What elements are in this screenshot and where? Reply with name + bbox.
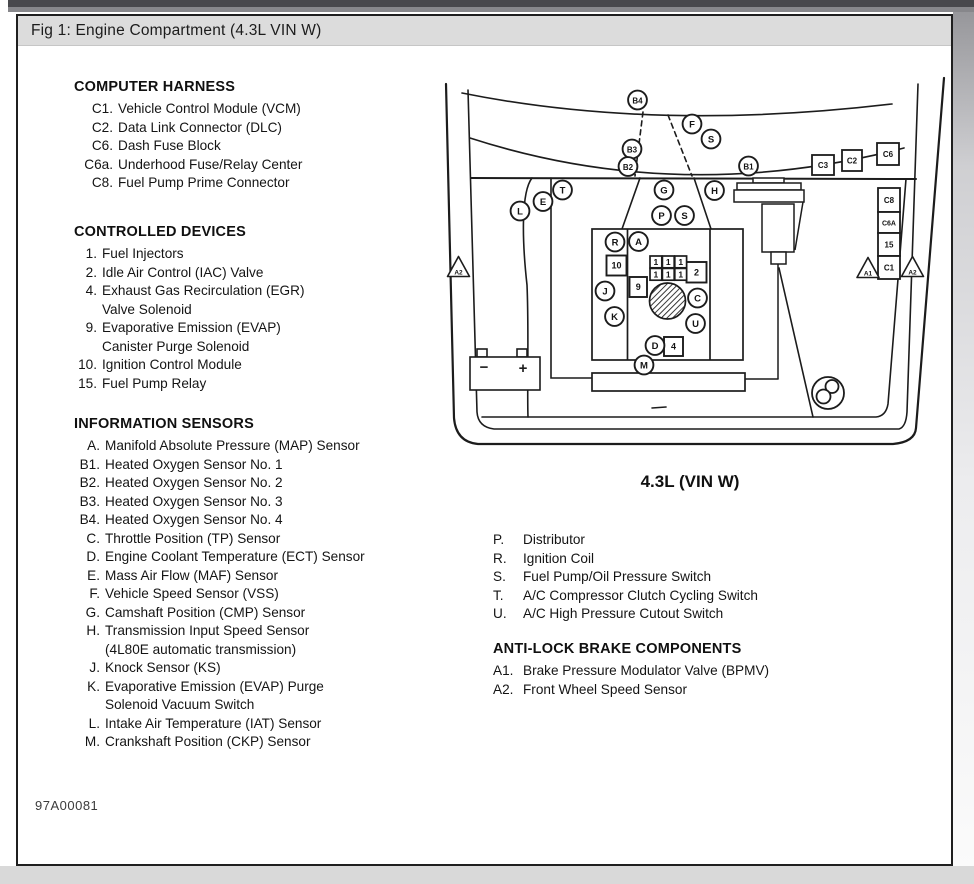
marker-label: 1 [678, 256, 684, 267]
legend-item-text: Vehicle Speed Sensor (VSS) [105, 586, 279, 601]
circle-marker-u [686, 314, 705, 333]
marker-label: 9 [635, 282, 641, 293]
legend-item-text: A/C Compressor Clutch Cycling Switch [523, 587, 758, 603]
legend-item-key: E. [87, 567, 100, 583]
legend-item-key: M. [84, 734, 100, 749]
marker-label: F [689, 119, 695, 131]
legend-item [493, 605, 758, 624]
legend-item [62, 474, 365, 493]
legend-item [62, 100, 302, 119]
legend-item [493, 587, 758, 606]
marker-label: T [559, 185, 566, 197]
circle-marker-b1 [739, 157, 758, 176]
marker-label: E [539, 196, 547, 208]
connector-box-15 [878, 233, 900, 256]
marker-label: D [651, 340, 659, 352]
legend-item-key: B1. [79, 456, 100, 472]
legend-item-text: Fuel Pump/Oil Pressure Switch [523, 569, 712, 584]
marker-label: 1 [678, 269, 684, 280]
section-heading: ANTI-LOCK BRAKE COMPONENTS [493, 641, 742, 657]
connector-box-c1 [878, 256, 900, 279]
circle-marker-f [683, 115, 702, 134]
legend-item [62, 733, 365, 752]
marker-label: H [711, 185, 718, 197]
legend-item-text: Distributor [523, 532, 585, 547]
legend-item-key: L. [88, 715, 100, 731]
booster-base [771, 252, 786, 264]
marker-label: C1 [883, 263, 895, 273]
legend-item-key: C6a. [84, 156, 113, 172]
battery-minus-sign: − [479, 359, 489, 376]
diagram-caption: 4.3L (VIN W) [640, 472, 740, 491]
legend-item-text: Mass Air Flow (MAF) Sensor [105, 567, 278, 583]
legend-item-text: Fuel Injectors [102, 246, 184, 261]
legend-item [62, 622, 365, 659]
circle-marker-b2 [619, 157, 638, 176]
engine-square-4 [664, 337, 683, 356]
legend-item [62, 511, 365, 530]
legend-item-key: 4. [85, 283, 97, 298]
legend-item-text: Brake Pressure Modulator Valve (BPMV) [523, 663, 770, 678]
legend-item-text: Data Link Connector (DLC) [118, 119, 282, 135]
connector-box-c2 [842, 150, 862, 171]
legend-item-text: Transmission Input Speed Sensor (4L80E automatic transmission) [105, 623, 310, 657]
legend-item-key: B2. [79, 475, 100, 490]
legend-item-text: Fuel Pump Prime Connector [118, 175, 290, 190]
legend-item-text: Heated Oxygen Sensor No. 2 [105, 475, 283, 490]
legend-item [493, 550, 758, 569]
legend-item [62, 530, 365, 549]
legend-item-text: Crankshaft Position (CKP) Sensor [105, 734, 311, 749]
marker-label: C6A [881, 220, 897, 228]
circle-marker-m [635, 356, 654, 375]
legend-section-computer-harness [62, 79, 302, 193]
diagonal-brace [779, 268, 813, 417]
engine-square-9 [630, 277, 648, 297]
marker-label: B4 [632, 96, 643, 106]
legend-item-key: F. [89, 586, 100, 601]
marker-label: C2 [846, 156, 858, 166]
marker-label: C3 [817, 161, 829, 170]
legend-item-text: Ignition Control Module [102, 357, 242, 372]
fan-line-left [622, 178, 640, 229]
triangle-marker-a2 [902, 257, 924, 277]
legend-item-key: H. [86, 623, 100, 638]
legend-item-text: Idle Air Control (IAC) Valve [102, 264, 264, 280]
legend-item-key: A2. [493, 681, 514, 697]
legend-item [493, 662, 769, 681]
legend-item [62, 659, 365, 678]
marker-label: K [611, 311, 618, 323]
legend-item [62, 245, 304, 264]
legend-item [62, 375, 304, 394]
connector-box-c6a [878, 212, 900, 233]
legend-item [493, 531, 758, 550]
legend-item-key: C6. [91, 138, 113, 153]
marker-label: B3 [626, 145, 638, 155]
triangle-marker-a1 [857, 258, 879, 278]
figure-title: Fig 1: Engine Compartment (4.3L VIN W) [31, 22, 322, 39]
legend-item [62, 282, 304, 319]
circle-marker-d [646, 336, 665, 355]
marker-label: 4 [670, 341, 677, 352]
legend-item-text: Throttle Position (TP) Sensor [105, 530, 281, 546]
legend-item-key: 15. [78, 375, 97, 391]
legend-item-key: 2. [85, 264, 97, 280]
legend-item-key: S. [493, 569, 506, 584]
legend-item-key: P. [493, 532, 505, 547]
figure-titlebar [18, 16, 951, 46]
legend-item-key: 1. [85, 246, 97, 261]
legend-item [62, 493, 365, 512]
booster-plate-2 [734, 190, 804, 202]
marker-label: B1 [743, 162, 754, 172]
circle-marker-t [553, 181, 572, 200]
grommet-inner-bottom [817, 390, 831, 404]
marker-label: 15 [884, 240, 894, 250]
marker-label: J [602, 286, 608, 298]
circle-marker-a [629, 232, 648, 251]
marker-label: 2 [693, 267, 700, 278]
circle-marker-e [534, 192, 553, 211]
marker-label: C8 [883, 196, 895, 205]
marker-label: P [658, 210, 665, 222]
legend-item-text: Heated Oxygen Sensor No. 1 [105, 456, 283, 472]
connector-box-c3 [812, 155, 834, 175]
legend-item [62, 174, 302, 193]
marker-label: A2 [908, 269, 917, 277]
marker-label: B2 [622, 162, 634, 172]
grommet [812, 377, 844, 409]
marker-label: 1 [653, 269, 659, 280]
legend-item-key: A. [87, 438, 100, 453]
marker-label: A2 [454, 269, 463, 277]
crossmember [592, 373, 745, 391]
legend-item [62, 264, 304, 283]
legend-section-distributor-group [493, 531, 758, 624]
legend-item [62, 156, 302, 175]
marker-label: 1 [665, 269, 671, 280]
legend-item [62, 456, 365, 475]
figure-code: 97A00081 [35, 798, 99, 813]
legend-item [493, 681, 769, 700]
distributor-hatched-circle [650, 283, 686, 319]
legend-item-text: Heated Oxygen Sensor No. 3 [105, 493, 283, 509]
brake-booster [734, 178, 804, 379]
connector-box-c6 [877, 143, 899, 165]
legend-item-key: C8. [91, 175, 113, 190]
legend-item-text: Knock Sensor (KS) [105, 660, 221, 675]
marker-label: 1 [653, 256, 659, 267]
circle-marker-c [688, 289, 707, 308]
marker-label: S [707, 134, 715, 146]
circle-marker-r [606, 233, 625, 252]
marker-label: A1 [863, 270, 873, 278]
marker-label: L [517, 206, 523, 218]
legend-item [62, 137, 302, 156]
circle-marker-p [652, 206, 671, 225]
legend-item-key: B3. [79, 493, 100, 509]
legend-item-key: T. [493, 587, 504, 603]
legend-item-text: Exhaust Gas Recirculation (EGR) Valve Solenoid [102, 283, 305, 317]
legend-item-key: B4. [79, 512, 100, 527]
battery [470, 349, 540, 390]
legend-item-key: 9. [85, 320, 97, 335]
booster-cylinder [762, 204, 794, 252]
legend-item-key: K. [87, 678, 100, 694]
legend-item-key: G. [85, 604, 100, 620]
legend-item-text: Evaporative Emission (EVAP) Canister Purge Solenoid [102, 320, 281, 354]
bottom-gutter [0, 866, 974, 884]
legend-item-key: U. [493, 606, 507, 621]
marker-label: C [694, 293, 701, 305]
marker-label: U [692, 318, 699, 330]
legend-item-text: Manifold Absolute Pressure (MAP) Sensor [105, 438, 360, 453]
legend-item [62, 437, 365, 456]
section-heading: CONTROLLED DEVICES [74, 224, 246, 240]
top-toolbar-edge [8, 0, 974, 7]
legend-item [62, 119, 302, 138]
legend-item-text: Intake Air Temperature (IAT) Sensor [105, 715, 322, 731]
connector-box-c8 [878, 188, 900, 212]
marker-label: S [681, 210, 688, 222]
legend-item-text: Camshaft Position (CMP) Sensor [105, 604, 306, 620]
legend-item [62, 567, 365, 586]
cowl-arc [470, 138, 904, 175]
legend-item-text: Front Wheel Speed Sensor [523, 681, 687, 697]
circle-marker-g [655, 181, 674, 200]
legend-item-text: Ignition Coil [523, 550, 595, 566]
legend-item-key: C1. [91, 101, 113, 116]
legend-item [62, 678, 365, 715]
booster-plate-1 [737, 183, 801, 190]
booster-bracket [795, 202, 803, 250]
legend-item-key: 10. [78, 357, 97, 372]
legend-item-key: R. [493, 550, 507, 566]
legend-item [62, 356, 304, 375]
fuel-injector-grid [650, 256, 687, 280]
legend-item-key: C2. [91, 119, 113, 135]
legend-item [493, 568, 758, 587]
legend-item-key: A1. [493, 663, 514, 678]
legend-item-text: Vehicle Control Module (VCM) [118, 101, 301, 116]
section-heading: INFORMATION SENSORS [74, 416, 254, 432]
marker-label: M [640, 360, 648, 372]
legend-item [62, 548, 365, 567]
legend-item [62, 319, 304, 356]
legend-item-text: Underhood Fuse/Relay Center [118, 156, 303, 172]
section-heading: COMPUTER HARNESS [74, 79, 236, 95]
battery-terminal-pos [517, 349, 527, 357]
legend-item-text: Heated Oxygen Sensor No. 4 [105, 512, 283, 527]
legend-item-text: Engine Coolant Temperature (ECT) Sensor [105, 549, 365, 564]
circle-marker-s [702, 130, 721, 149]
circle-marker-b4 [628, 91, 647, 110]
legend-item-key: J. [89, 660, 100, 675]
battery-plus-sign: + [518, 360, 528, 377]
engine-square-2 [687, 262, 707, 283]
circle-marker-b3 [623, 140, 642, 159]
circle-marker-s [675, 206, 694, 225]
marker-label: A [635, 236, 642, 248]
marker-label: G [660, 185, 668, 197]
engine-square-10 [607, 256, 627, 276]
marker-label: 10 [611, 260, 622, 271]
legend-section-anti-lock-brake [493, 641, 769, 699]
marker-label: C6 [882, 150, 894, 159]
legend-section-information-sensors [62, 416, 365, 752]
circle-marker-k [605, 307, 624, 326]
small-dash-mark [652, 407, 666, 408]
legend-item [62, 715, 365, 734]
marker-label: R [611, 237, 619, 249]
legend-item-key: D. [86, 549, 100, 564]
legend-section-controlled-devices [62, 224, 304, 393]
circle-marker-h [705, 181, 724, 200]
legend-item-key: C. [86, 530, 100, 546]
legend-item-text: A/C High Pressure Cutout Switch [523, 606, 724, 621]
marker-label: 1 [665, 256, 671, 267]
circle-marker-j [596, 282, 615, 301]
legend-item-text: Fuel Pump Relay [102, 375, 207, 391]
legend-item-text: Evaporative Emission (EVAP) Purge Solenoid Vacuum Switch [105, 678, 324, 712]
legend-item-text: Dash Fuse Block [118, 138, 221, 153]
top-toolbar-shadow [8, 7, 974, 12]
legend-item [62, 604, 365, 623]
windshield-arc [462, 93, 892, 116]
battery-terminal-neg [477, 349, 487, 357]
engine-diagram [425, 72, 960, 470]
circle-marker-l [511, 202, 530, 221]
legend-item [62, 585, 365, 604]
